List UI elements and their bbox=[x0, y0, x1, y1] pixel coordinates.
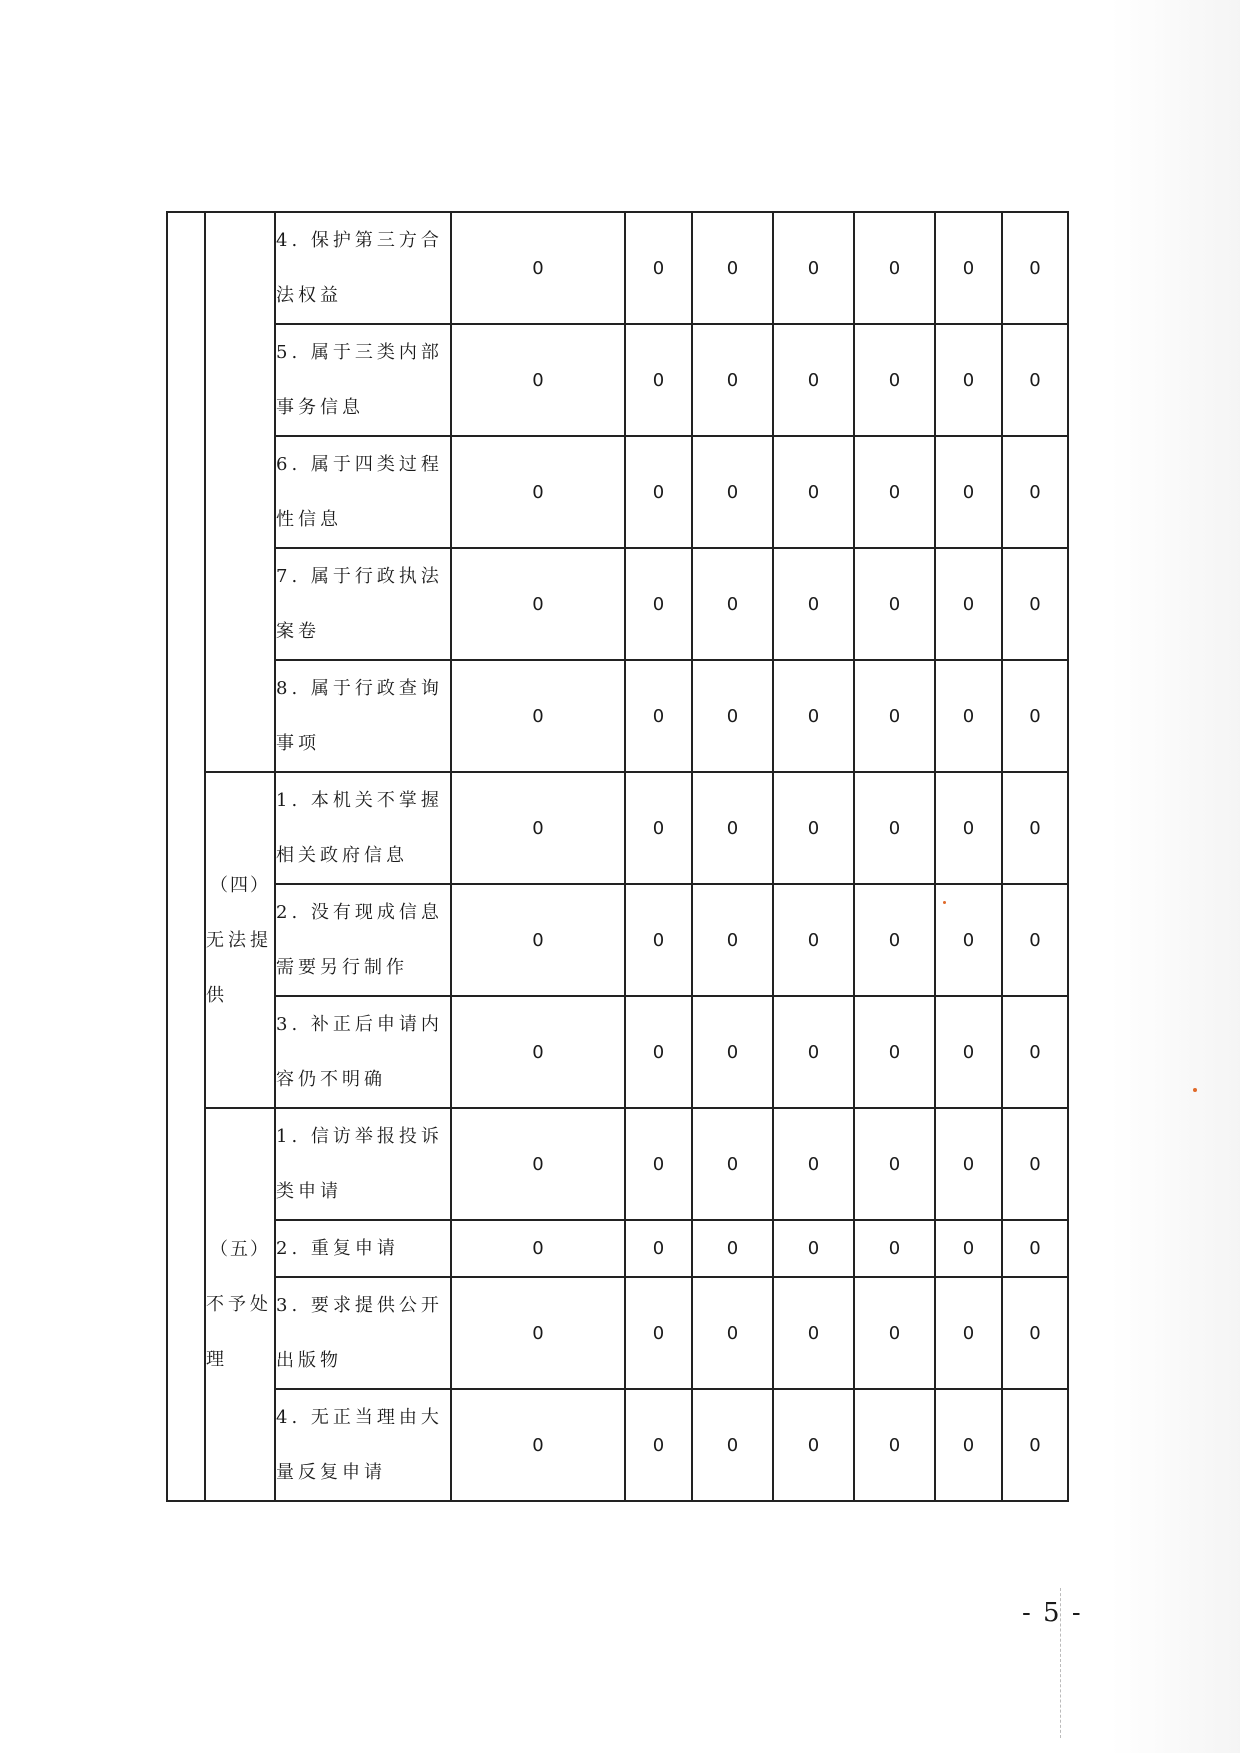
value-cell: 0 bbox=[451, 1389, 625, 1501]
value-cell: 0 bbox=[451, 212, 625, 324]
scan-speck bbox=[943, 901, 946, 904]
value-cell: 0 bbox=[854, 212, 935, 324]
value-cell: 0 bbox=[935, 660, 1002, 772]
table-row bbox=[167, 324, 1068, 436]
value-cell: 0 bbox=[451, 1220, 625, 1277]
value-cell: 0 bbox=[692, 660, 773, 772]
value-cell: 0 bbox=[692, 1108, 773, 1220]
value-cell: 0 bbox=[625, 1108, 692, 1220]
table-row bbox=[167, 996, 1068, 1108]
value-cell: 0 bbox=[625, 212, 692, 324]
value-cell: 0 bbox=[935, 996, 1002, 1108]
value-cell: 0 bbox=[935, 1108, 1002, 1220]
value-cell: 0 bbox=[1002, 324, 1068, 436]
value-cell: 0 bbox=[1002, 436, 1068, 548]
category-number: （五） bbox=[210, 1239, 270, 1260]
scan-speck bbox=[1193, 1088, 1197, 1092]
item-label: 5. 属于三类内部事务信息 bbox=[275, 324, 451, 436]
value-cell: 0 bbox=[451, 324, 625, 436]
value-cell: 0 bbox=[625, 436, 692, 548]
table-body bbox=[167, 212, 1068, 1501]
value-cell: 0 bbox=[451, 660, 625, 772]
value-cell: 0 bbox=[773, 324, 854, 436]
value-cell: 0 bbox=[854, 324, 935, 436]
table-row bbox=[167, 436, 1068, 548]
category-number: （四） bbox=[210, 874, 270, 896]
value-cell: 0 bbox=[935, 1277, 1002, 1389]
item-label: 1. 本机关不掌握相关政府信息 bbox=[275, 772, 451, 884]
item-label: 4. 保护第三方合法权益 bbox=[275, 212, 451, 324]
value-cell: 0 bbox=[451, 772, 625, 884]
table-row bbox=[167, 1389, 1068, 1501]
value-cell: 0 bbox=[625, 1277, 692, 1389]
value-cell: 0 bbox=[773, 1220, 854, 1277]
value-cell: 0 bbox=[854, 1389, 935, 1501]
value-cell: 0 bbox=[773, 1277, 854, 1389]
value-cell: 0 bbox=[854, 884, 935, 996]
page-number: - 5 - bbox=[1022, 1598, 1083, 1628]
value-cell: 0 bbox=[935, 1389, 1002, 1501]
value-cell: 0 bbox=[625, 660, 692, 772]
value-cell: 0 bbox=[1002, 1108, 1068, 1220]
value-cell: 0 bbox=[935, 772, 1002, 884]
value-cell: 0 bbox=[692, 436, 773, 548]
value-cell: 0 bbox=[773, 660, 854, 772]
item-label: 7. 属于行政执法案卷 bbox=[275, 548, 451, 660]
value-cell: 0 bbox=[451, 1277, 625, 1389]
value-cell: 0 bbox=[773, 996, 854, 1108]
value-cell: 0 bbox=[935, 548, 1002, 660]
table-row bbox=[167, 1277, 1068, 1389]
value-cell: 0 bbox=[935, 212, 1002, 324]
value-cell: 0 bbox=[854, 1108, 935, 1220]
value-cell: 0 bbox=[854, 772, 935, 884]
value-cell: 0 bbox=[773, 1389, 854, 1501]
outer-group-cell bbox=[167, 212, 205, 1501]
value-cell: 0 bbox=[773, 548, 854, 660]
table-row bbox=[167, 772, 1068, 884]
value-cell: 0 bbox=[1002, 660, 1068, 772]
value-cell: 0 bbox=[854, 1220, 935, 1277]
table-row bbox=[167, 1108, 1068, 1220]
value-cell: 0 bbox=[692, 548, 773, 660]
value-cell: 0 bbox=[854, 660, 935, 772]
value-cell: 0 bbox=[692, 884, 773, 996]
item-label: 2. 重复申请 bbox=[275, 1220, 451, 1277]
value-cell: 0 bbox=[773, 212, 854, 324]
value-cell: 0 bbox=[1002, 1277, 1068, 1389]
value-cell: 0 bbox=[773, 772, 854, 884]
value-cell: 0 bbox=[625, 884, 692, 996]
item-label: 3. 要求提供公开出版物 bbox=[275, 1277, 451, 1389]
table-row bbox=[167, 548, 1068, 660]
value-cell: 0 bbox=[1002, 1220, 1068, 1277]
item-label: 6. 属于四类过程性信息 bbox=[275, 436, 451, 548]
value-cell: 0 bbox=[854, 996, 935, 1108]
item-label: 4. 无正当理由大量反复申请 bbox=[275, 1389, 451, 1501]
value-cell: 0 bbox=[935, 324, 1002, 436]
table-row bbox=[167, 884, 1068, 996]
category-cell bbox=[205, 772, 275, 1108]
item-label: 2. 没有现成信息需要另行制作 bbox=[275, 884, 451, 996]
item-label: 8. 属于行政查询事项 bbox=[275, 660, 451, 772]
value-cell: 0 bbox=[451, 884, 625, 996]
category-name: 不予处理 bbox=[206, 1294, 272, 1370]
value-cell: 0 bbox=[935, 1220, 1002, 1277]
value-cell: 0 bbox=[854, 436, 935, 548]
item-label: 3. 补正后申请内容仍不明确 bbox=[275, 996, 451, 1108]
value-cell: 0 bbox=[1002, 884, 1068, 996]
value-cell: 0 bbox=[625, 1389, 692, 1501]
value-cell: 0 bbox=[692, 1220, 773, 1277]
scan-edge-shade bbox=[1110, 0, 1240, 1753]
table-row bbox=[167, 212, 1068, 324]
value-cell: 0 bbox=[625, 324, 692, 436]
value-cell: 0 bbox=[854, 548, 935, 660]
category-cell-continued bbox=[205, 212, 275, 772]
value-cell: 0 bbox=[1002, 996, 1068, 1108]
value-cell: 0 bbox=[692, 996, 773, 1108]
value-cell: 0 bbox=[773, 1108, 854, 1220]
value-cell: 0 bbox=[692, 324, 773, 436]
value-cell: 0 bbox=[692, 772, 773, 884]
value-cell: 0 bbox=[1002, 1389, 1068, 1501]
value-cell: 0 bbox=[773, 436, 854, 548]
category-cell bbox=[205, 1108, 275, 1501]
value-cell: 0 bbox=[625, 548, 692, 660]
value-cell: 0 bbox=[1002, 212, 1068, 324]
value-cell: 0 bbox=[854, 1277, 935, 1389]
value-cell: 0 bbox=[451, 436, 625, 548]
value-cell: 0 bbox=[1002, 772, 1068, 884]
item-label: 1. 信访举报投诉类申请 bbox=[275, 1108, 451, 1220]
value-cell: 0 bbox=[692, 212, 773, 324]
value-cell: 0 bbox=[625, 1220, 692, 1277]
value-cell: 0 bbox=[692, 1277, 773, 1389]
table-row bbox=[167, 1220, 1068, 1277]
category-name: 无法提供 bbox=[206, 929, 272, 1006]
statistics-table bbox=[166, 211, 1069, 1502]
value-cell: 0 bbox=[451, 1108, 625, 1220]
value-cell: 0 bbox=[625, 996, 692, 1108]
value-cell: 0 bbox=[625, 772, 692, 884]
value-cell: 0 bbox=[692, 1389, 773, 1501]
value-cell: 0 bbox=[935, 884, 1002, 996]
value-cell: 0 bbox=[1002, 548, 1068, 660]
value-cell: 0 bbox=[773, 884, 854, 996]
value-cell: 0 bbox=[451, 996, 625, 1108]
value-cell: 0 bbox=[451, 548, 625, 660]
table-row bbox=[167, 660, 1068, 772]
value-cell: 0 bbox=[935, 436, 1002, 548]
